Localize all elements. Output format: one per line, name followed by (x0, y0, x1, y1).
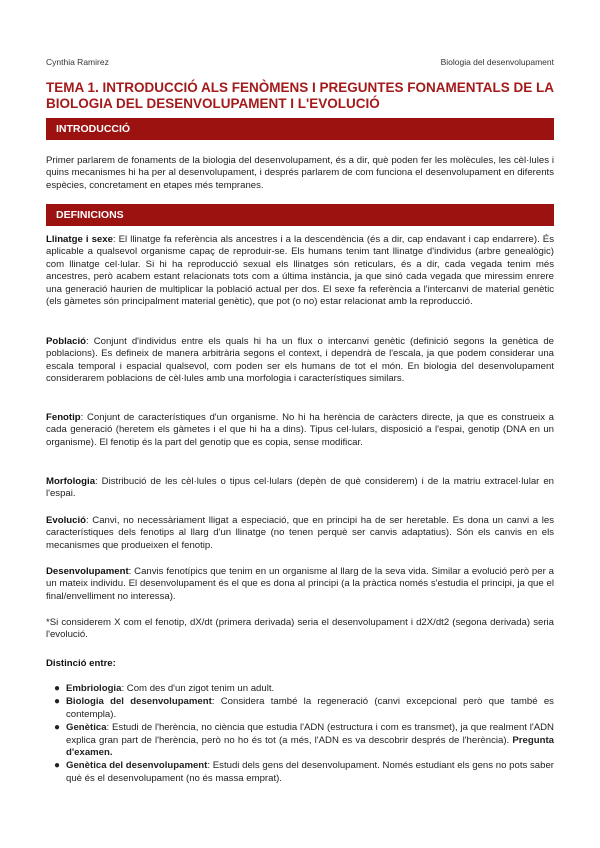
derivative-note: *Si considerem X com el fenotip, dX/dt (primera derivada) seria el desenvolupament i d2X/dt2 (segona derivada) seria l'evolució. (46, 617, 554, 641)
term: Llinatge i sexe (46, 234, 113, 245)
intro-paragraph: Primer parlarem de fonaments de la biologia del desenvolupament, és a dir, què poden fer les molècules, les cèl·lules i quins mecanismes hi ha per al desenvolupament, i després parlarem de com funciona el desenvolupament en diferents espècies, concretament en etapes més tempranes. (46, 155, 554, 191)
section-heading-intro: INTRODUCCIÓ (46, 118, 554, 140)
definition-poblacio (46, 336, 554, 386)
definition-text: : Canvi, no necessàriament lligat a especiació, que en principi ha de ser heretable. Es dona un canvi a les característiques dels fenotips al llarg d'un llinatge (no tenen perquè ser canvis adaptatius). Són els canvis en els mecanismes que produeixen el fenotip. (46, 515, 554, 551)
term: Genètica (66, 722, 107, 734)
bullet-icon: ● (54, 696, 61, 708)
term: Desenvolupament (46, 566, 129, 577)
page-header (46, 57, 554, 71)
term: Genètica del desenvolupament (66, 760, 208, 772)
distinction-list (46, 683, 554, 786)
item-text: : Estudi de l'herència, no ciència que estudia l'ADN (estructura i com es transmet), ja que realment l'ADN explica gran part de l'herència, però no ho és tot (a més, l'ADN es va descobrir després de l'herència). (66, 722, 554, 746)
definition-fenotip (46, 412, 554, 449)
definition-text: : Distribució de les cèl·lules o tipus cel·lulars (depèn de què considerem) i de la matriu extracel·lular en l'espai. (46, 476, 554, 500)
definition-llinatge (46, 234, 554, 308)
term: Biologia del desenvolupament (66, 696, 212, 708)
distinction-label (46, 658, 554, 670)
definition-text: : Conjunt d'individus entre els quals hi ha un flux o intercanvi genètic (definició segons la genètica de poblacions). Es defineix de manera arbitrària segons el context, i dependrà de l'escala, ja que podem considerar una escala temporal i espacial qualsevol, com poden ser els humans de tot el món. En biologia del desenvolupament considerarem poblacions de cèl·lules amb una morfologia i característiques similars. (46, 336, 554, 385)
list-item (54, 683, 554, 695)
item-text: : Com des d'un zigot tenim un adult. (121, 683, 275, 694)
bullet-icon: ● (54, 722, 61, 734)
term: Evolució (46, 515, 86, 526)
list-item (54, 722, 554, 759)
exam-question-note: Pregunta d'examen. (66, 734, 554, 759)
term: Fenotip (46, 412, 81, 423)
list-item (54, 696, 554, 721)
list-item (54, 760, 554, 785)
distinction-label-text: Distinció entre: (46, 658, 116, 669)
item-text: : Considera també la regeneració (canvi excepcional però que també es contempla). (66, 696, 554, 720)
header-author: Cynthia Ramirez (46, 57, 109, 67)
document-title: TEMA 1. INTRODUCCIÓ ALS FENÒMENS I PREGUNTES FONAMENTALS DE LA BIOLOGIA DEL DESENVOLUPAMENT I L'EVOLUCIÓ (46, 80, 554, 111)
definition-desenvolupament (46, 566, 554, 603)
section-heading-definitions: DEFINICIONS (46, 204, 554, 226)
term: Embriologia (66, 683, 122, 694)
bullet-icon: ● (54, 760, 61, 772)
header-subject: Biologia del desenvolupament (440, 57, 554, 67)
definition-text: : Conjunt de característiques d'un organisme. No hi ha herència de caràcters directe, ja que es construeix a cada generació (heretem els gàmetes i el que hi ha a dins). Tipus cel·lulars, disposició a l'espai, genotip (DNA en un organisme). El fenotip és la part del genotip que es copia, sense modificar. (46, 412, 554, 448)
bullet-icon: ● (54, 683, 61, 694)
definition-morfologia (46, 476, 554, 501)
term: Població (46, 336, 86, 347)
definition-text: : El llinatge fa referència als ancestres i a la descendència (és a dir, cap endavant i cap endarrere). És aplicable a qualsevol organisme capaç de reproduir-se. Els humans tenim tant llinatge d'individus (arbre genealògic) com llinatge cel·lular. Si hi ha reproducció sexual els llinatges són reticulars, és a dir, cada vegada tenim més ancestres, però acabem estant relacionats tots com a última instància, ja que sinó cada vegada que miressim enrere una generació haurien de multiplicar la població actual per dos. El sexe fa referència a l'intercanvi de material genètic (els gàmetes són principalment material genètic), que pot (o no) estar relacionat amb la reproducció. (46, 234, 555, 308)
definition-evolucio (46, 515, 554, 552)
item-text: : Estudi dels gens del desenvolupament. Només estudiant els gens no pots saber què és el desenvolupament (no és massa emprat). (66, 760, 554, 784)
definition-text: : Canvis fenotípics que tenim en un organisme al llarg de la seva vida. Similar a evolució però per a un mateix individu. El desenvolupament és el que es dona al principi (a la pràctica només s'estudia el principi, ja que el final/envelliment no interessa). (46, 566, 554, 602)
term: Morfologia (46, 476, 96, 487)
